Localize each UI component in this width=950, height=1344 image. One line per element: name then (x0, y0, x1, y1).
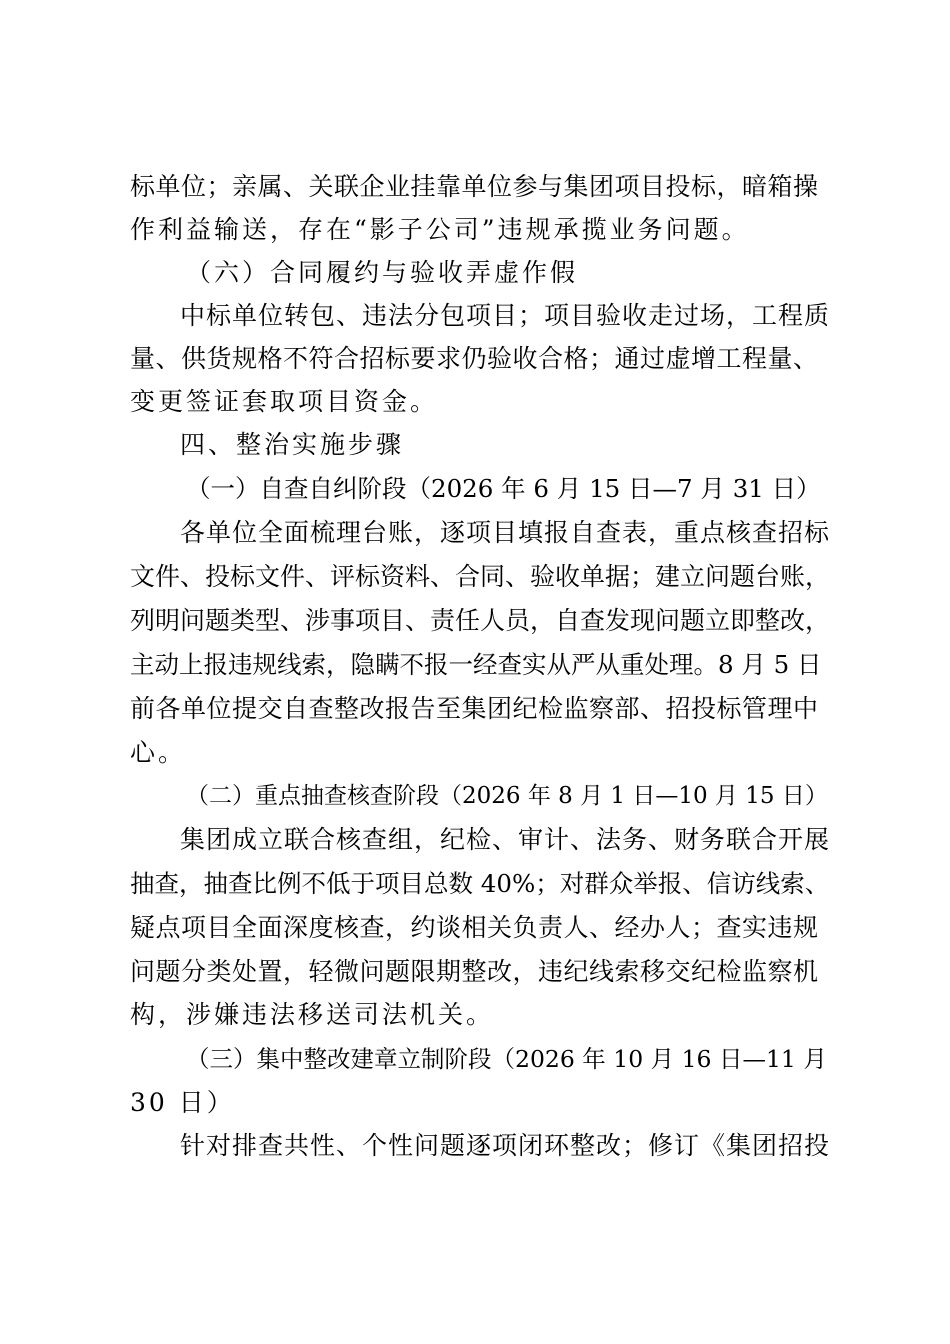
section-heading: （二）重点抽查核查阶段（2026 年 8 月 1 日—10 月 15 日） (186, 783, 828, 809)
body-text-line: 抽查，抽查比例不低于项目总数 40%；对群众举报、信访线索、 (130, 869, 830, 898)
body-text-line: 主动上报违规线索，隐瞒不报一经查实从严从重处理。8 月 5 日 (130, 650, 822, 679)
body-text-line: 问题分类处置，轻微问题限期整改，违纪线索移交纪检监察机 (130, 957, 819, 986)
body-text-line: 心。 (130, 738, 187, 767)
body-text-line: 量、供货规格不符合招标要求仍验收合格；通过虚增工程量、 (130, 344, 819, 373)
section-heading: （一）自查自纠阶段（2026 年 6 月 15 日—7 月 31 日） (186, 474, 821, 503)
body-text-line: 疑点项目全面深度核查，约谈相关负责人、经办人；查实违规 (130, 913, 819, 942)
section-heading-continued: 30 日） (130, 1088, 235, 1117)
section-heading: （三）集中整改建章立制阶段（2026 年 10 月 16 日—11 月 (186, 1045, 827, 1073)
body-text-line: 中标单位转包、违法分包项目；项目验收走过场，工程质 (180, 301, 831, 330)
body-text-line: 构，涉嫌违法移送司法机关。 (130, 1000, 495, 1029)
body-text-line: 变更签证套取项目资金。 (130, 387, 439, 416)
body-text-line: 文件、投标文件、评标资料、合同、验收单据；建立问题台账， (130, 562, 831, 591)
body-text-line: 作利益输送，存在“影子公司”违规承揽业务问题。 (130, 215, 750, 244)
body-text-line: 列明问题类型、涉事项目、责任人员，自查发现问题立即整改， (130, 606, 831, 635)
body-text-line: 针对排查共性、个性问题逐项闭环整改；修订《集团招投 (180, 1131, 831, 1160)
body-text-line: 各单位全面梳理台账，逐项目填报自查表，重点核查招标 (180, 518, 831, 547)
body-text-line: 标单位；亲属、关联企业挂靠单位参与集团项目投标，暗箱操 (130, 172, 819, 201)
section-heading: （六）合同履约与验收弄虚作假 (186, 258, 579, 287)
chapter-heading: 四、整治实施步骤 (180, 430, 405, 459)
body-text-line: 集团成立联合核查组，纪检、审计、法务、财务联合开展 (180, 825, 831, 854)
body-text-line: 前各单位提交自查整改报告至集团纪检监察部、招投标管理中 (130, 694, 819, 723)
